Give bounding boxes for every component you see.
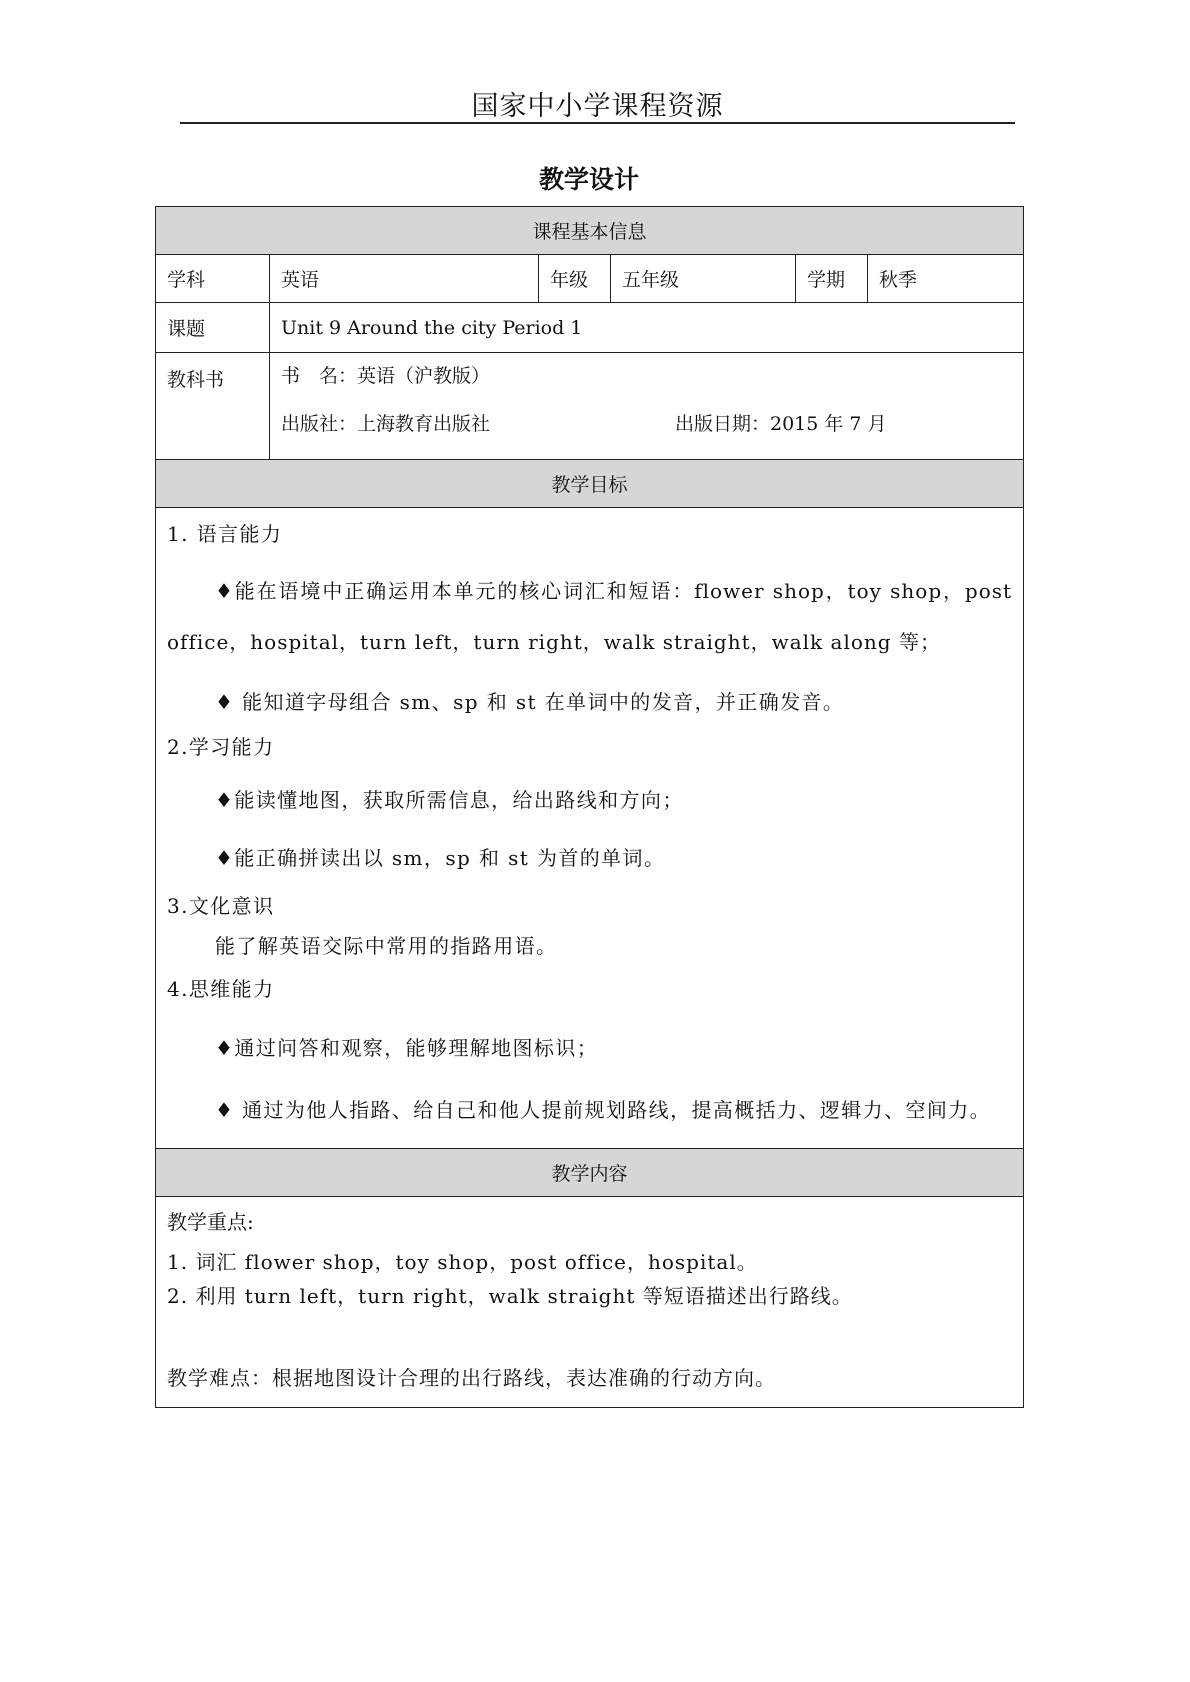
book-name: 书 名：英语（沪教版） [281, 365, 491, 387]
goal-learning-item-2: ♦能正确拼读出以 sm，sp 和 st 为首的单词。 [215, 846, 666, 870]
key-point-1: 1. 词汇 flower shop，toy shop，post office，hospital。 [167, 1250, 758, 1274]
subject-label: 学科 [156, 255, 270, 303]
goal-thinking-item-2: ♦ 通过为他人指路、给自己和他人提前规划路线，提高概括力、逻辑力、空间力。 [215, 1098, 992, 1122]
publisher-line [281, 413, 1012, 435]
section-goals: 教学目标 [156, 460, 1024, 508]
topic-label: 课题 [156, 303, 270, 353]
term-value: 秋季 [868, 255, 1024, 303]
lesson-plan-table [155, 206, 1024, 1408]
section-content: 教学内容 [156, 1149, 1024, 1197]
publish-date: 出版日期：2015 年 7 月 [675, 413, 887, 435]
textbook-info [270, 353, 1024, 460]
goals-body [156, 508, 1024, 1149]
doc-title: 教学设计 [538, 165, 639, 194]
goal-language-item-1: ♦能在语境中正确运用本单元的核心词汇和短语：flower shop，toy shop，post office，hospital，turn left，turn right，walk straight，walk along 等； [167, 579, 1013, 654]
goal-thinking-item-1: ♦通过问答和观察，能够理解地图标识； [215, 1036, 599, 1060]
content-body [156, 1197, 1024, 1408]
textbook-label: 教科书 [156, 353, 270, 460]
difficulty: 教学难点：根据地图设计合理的出行路线，表达准确的行动方向。 [167, 1366, 776, 1390]
goal-learning-item-1: ♦能读懂地图，获取所需信息，给出路线和方向； [215, 788, 684, 812]
key-point-2: 2. 利用 turn left，turn right，walk straight 等短语描述出行路线。 [167, 1284, 853, 1308]
goal-language-item-2: ♦ 能知道字母组合 sm、sp 和 st 在单词中的发音，并正确发音。 [215, 690, 845, 714]
key-points-heading: 教学重点: [167, 1210, 254, 1234]
subject-value: 英语 [270, 255, 539, 303]
grade-label: 年级 [539, 255, 611, 303]
header-title: 国家中小学课程资源 [471, 91, 724, 122]
goal-culture-item-1: 能了解英语交际中常用的指路用语。 [215, 934, 558, 958]
section-basic-info: 课程基本信息 [156, 207, 1024, 255]
grade-value: 五年级 [611, 255, 796, 303]
goal-language-heading: 1. 语言能力 [167, 522, 283, 546]
goal-learning-heading: 2.学习能力 [167, 735, 275, 759]
term-label: 学期 [796, 255, 868, 303]
goal-thinking-heading: 4.思维能力 [167, 977, 275, 1001]
publisher: 出版社：上海教育出版社 [281, 413, 491, 435]
header-rule [180, 122, 1015, 124]
goal-culture-heading: 3.文化意识 [167, 894, 275, 918]
topic-value: Unit 9 Around the city Period 1 [270, 303, 1024, 353]
